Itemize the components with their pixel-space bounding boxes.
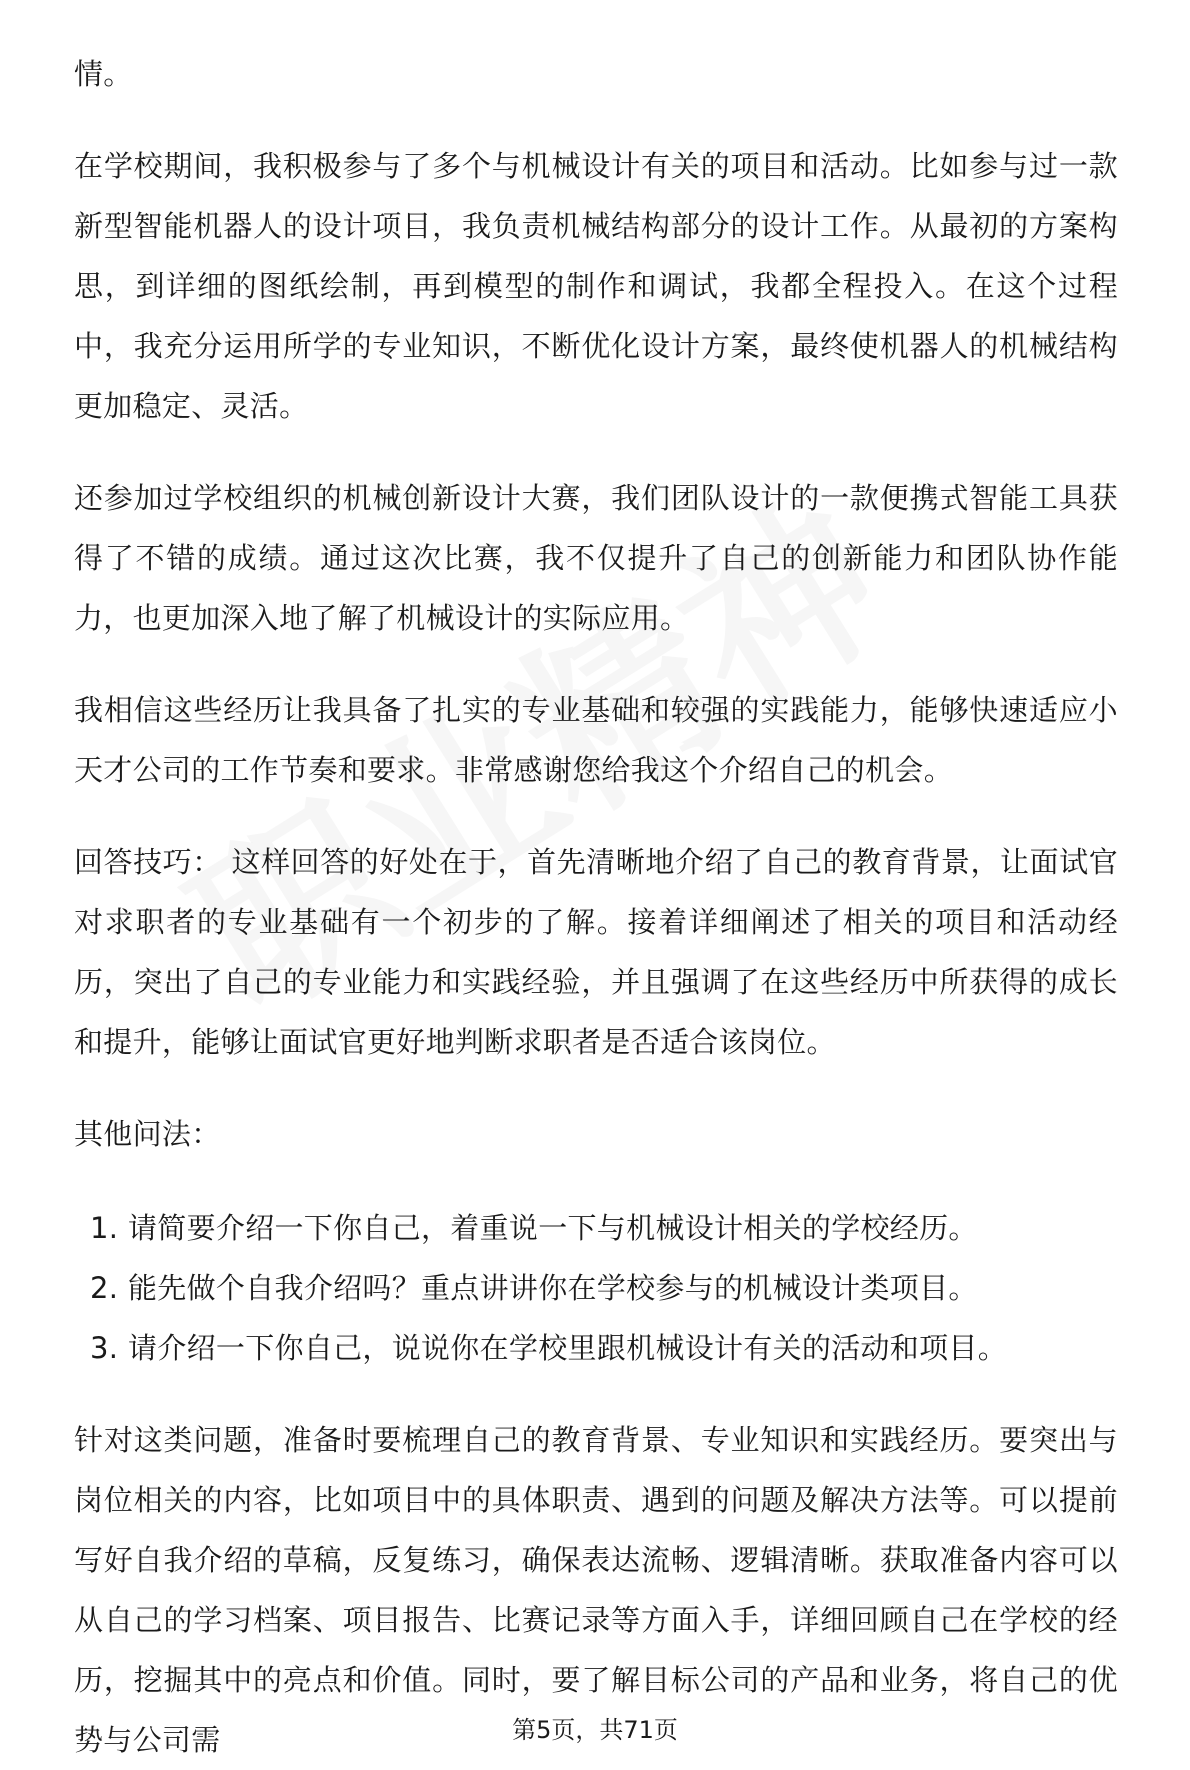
list-item-text: 请介绍一下你自己，说说你在学校里跟机械设计有关的活动和项目。 [128,1331,1008,1365]
paragraph-continuation: 情。 [74,57,133,91]
document-body [74,44,1118,1770]
list-item-text: 能先做个自我介绍吗？重点讲讲你在学校参与的机械设计类项目。 [128,1271,978,1305]
list-item-number: 1. [90,1211,119,1245]
list-item-number: 3. [90,1331,119,1365]
paragraph-school-projects: 在学校期间，我积极参与了多个与机械设计有关的项目和活动。比如参与过一款新型智能机器人的设计项目，我负责机械结构部分的设计工作。从最初的方案构思，到详细的图纸绘制，再到模型的制作和调试，我都全程投入。在这个过程中，我充分运用所学的专业知识，不断优化设计方案，最终使机器人的机械结构更加稳定、灵活。 [74,149,1118,423]
list-item [74,1318,1118,1378]
other-questions-list [74,1198,1118,1378]
list-item-number: 2. [90,1271,119,1305]
paragraph-answer-tips: 回答技巧： 这样回答的好处在于，首先清晰地介绍了自己的教育背景，让面试官对求职者的专业基础有一个初步的了解。接着详细阐述了相关的项目和活动经历，突出了自己的专业能力和实践经验，并且强调了在这些经历中所获得的成长和提升，能够让面试官更好地判断求职者是否适合该岗位。 [74,845,1118,1059]
paragraph-other-questions-heading: 其他问法： [74,1117,221,1151]
paragraph-preparation-advice: 针对这类问题，准备时要梳理自己的教育背景、专业知识和实践经历。要突出与岗位相关的内容，比如项目中的具体职责、遇到的问题及解决方法等。可以提前写好自我介绍的草稿，反复练习，确保表达流畅、逻辑清晰。获取准备内容可以从自己的学习档案、项目报告、比赛记录等方面入手，详细回顾自己在学校的经历，挖掘其中的亮点和价值。同时，要了解目标公司的产品和业务，将自己的优势与公司需 [74,1423,1118,1757]
paragraph-design-competition: 还参加过学校组织的机械创新设计大赛，我们团队设计的一款便携式智能工具获得了不错的成绩。通过这次比赛，我不仅提升了自己的创新能力和团队协作能力，也更加深入地了解了机械设计的实际应用。 [74,481,1118,635]
list-item [74,1198,1118,1258]
paragraph-conclusion: 我相信这些经历让我具备了扎实的专业基础和较强的实践能力，能够快速适应小天才公司的工作节奏和要求。非常感谢您给我这个介绍自己的机会。 [74,693,1118,787]
list-item [74,1258,1118,1318]
list-item-text: 请简要介绍一下你自己，着重说一下与机械设计相关的学校经历。 [128,1211,978,1245]
page-number-footer: 第5页，共71页 [512,1716,678,1744]
